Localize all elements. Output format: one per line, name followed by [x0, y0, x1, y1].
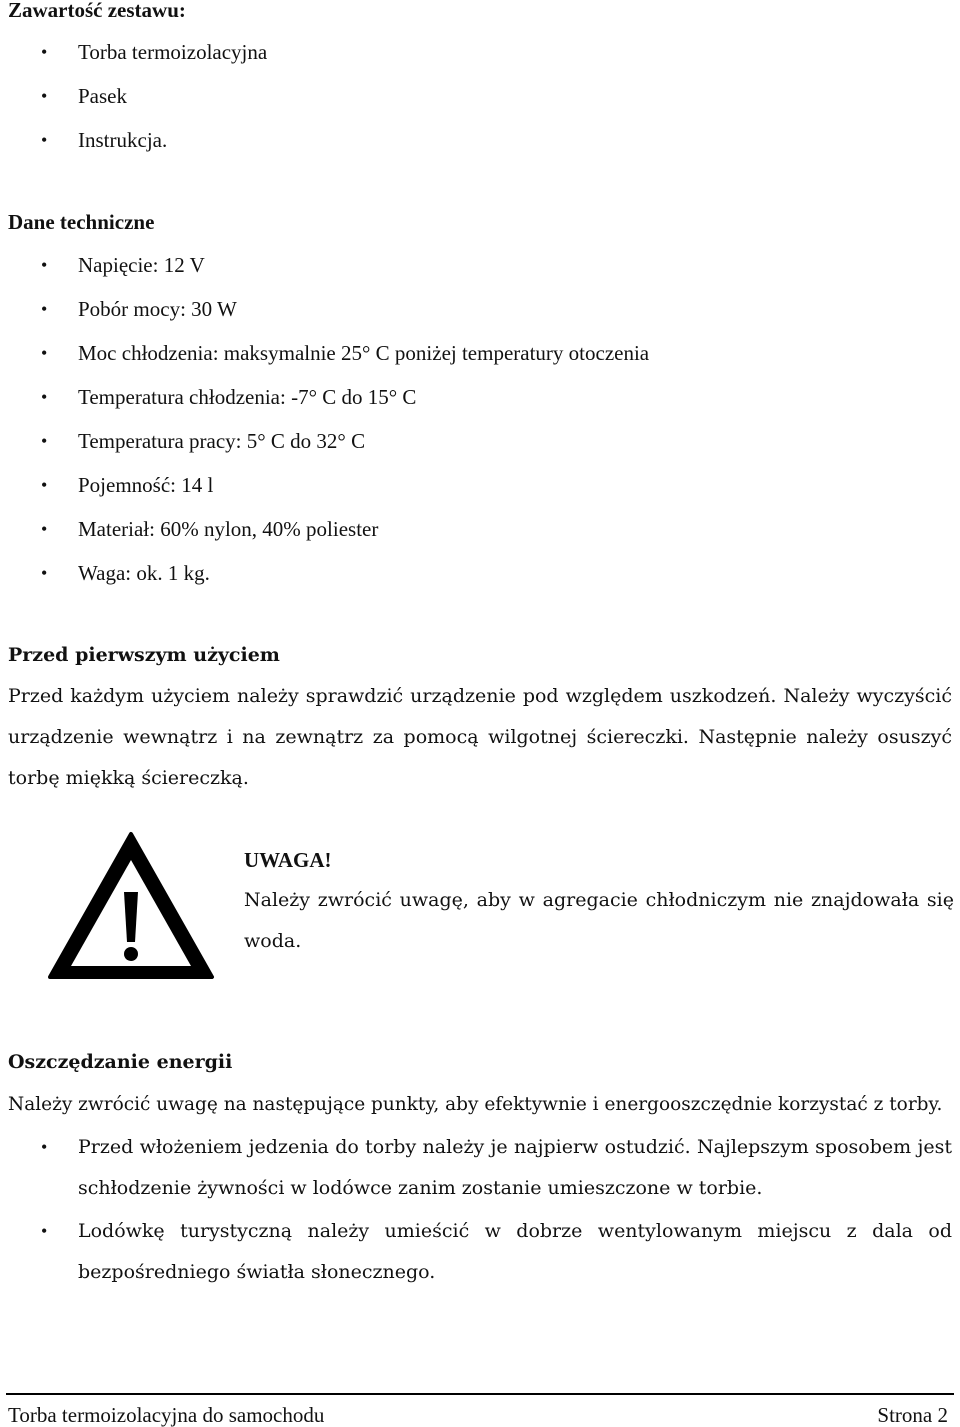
- bullet-icon: •: [41, 86, 48, 106]
- list-item-text: Pojemność: 14 l: [78, 473, 214, 497]
- list-item-text: Temperatura pracy: 5° C do 32° C: [78, 429, 366, 453]
- warning-text: Należy zwrócić uwagę, aby w agregacie chłodniczym nie znajdowała się woda.: [244, 889, 954, 952]
- page-number: Strona 2: [877, 1403, 948, 1427]
- bullet-icon: •: [41, 1221, 48, 1241]
- bullet-icon: •: [41, 255, 48, 275]
- list-item-text: Torba termoizolacyjna: [78, 40, 268, 64]
- bullet-icon: •: [41, 431, 48, 451]
- list-item-text: Pasek: [78, 84, 127, 108]
- warning-triangle-icon: [46, 830, 216, 982]
- before-first-use-text: Przed każdym użyciem należy sprawdzić urządzenie pod względem uszkodzeń. Należy wyczyścić urządzenie wewnątrz i na zewnątrz za pomocą wilgotnej ściereczki. Następnie należy osuszyć torbę miękką ściereczką.: [8, 685, 952, 789]
- list-item-text: Napięcie: 12 V: [78, 253, 205, 277]
- list-item-text: Przed włożeniem jedzenia do torby należy je najpierw ostudzić. Najlepszym sposobem jest schłodzenie żywności w lodówce zanim zostanie umieszczone w torbie.: [78, 1136, 952, 1199]
- list-item-text: Pobór mocy: 30 W: [78, 297, 237, 321]
- warning-title: UWAGA!: [244, 848, 332, 872]
- list-item-text: Instrukcja.: [78, 128, 168, 152]
- bullet-icon: •: [41, 387, 48, 407]
- bullet-icon: •: [41, 343, 48, 363]
- before-first-use-heading: Przed pierwszym użyciem: [8, 644, 280, 666]
- energy-list: [0, 1127, 960, 1295]
- list-item-text: Waga: ok. 1 kg.: [78, 561, 210, 585]
- footer-divider: [6, 1393, 954, 1395]
- bullet-icon: •: [41, 1137, 48, 1157]
- energy-heading: Oszczędzanie energii: [8, 1051, 233, 1073]
- footer-title: Torba termoizolacyjna do samochodu: [8, 1403, 325, 1427]
- bullet-icon: •: [41, 42, 48, 62]
- bullet-icon: •: [41, 563, 48, 583]
- list-item-text: Lodówkę turystyczną należy umieścić w dobrze wentylowanym miejscu z dala od bezpośredniego światła słonecznego.: [78, 1220, 952, 1283]
- contents-heading: Zawartość zestawu:: [8, 0, 186, 22]
- specs-heading: Dane techniczne: [8, 210, 155, 234]
- list-item: [0, 1211, 960, 1293]
- bullet-icon: •: [41, 130, 48, 150]
- bullet-icon: •: [41, 519, 48, 539]
- list-item-text: Temperatura chłodzenia: -7° C do 15° C: [78, 385, 417, 409]
- bullet-icon: •: [41, 299, 48, 319]
- list-item-text: Moc chłodzenia: maksymalnie 25° C poniżej temperatury otoczenia: [78, 341, 650, 365]
- energy-intro: Należy zwrócić uwagę na następujące punkty, aby efektywnie i energooszczędnie korzystać z torby.: [8, 1094, 943, 1115]
- list-item: [0, 1127, 960, 1209]
- bullet-icon: •: [41, 475, 48, 495]
- list-item-text: Materiał: 60% nylon, 40% poliester: [78, 517, 379, 541]
